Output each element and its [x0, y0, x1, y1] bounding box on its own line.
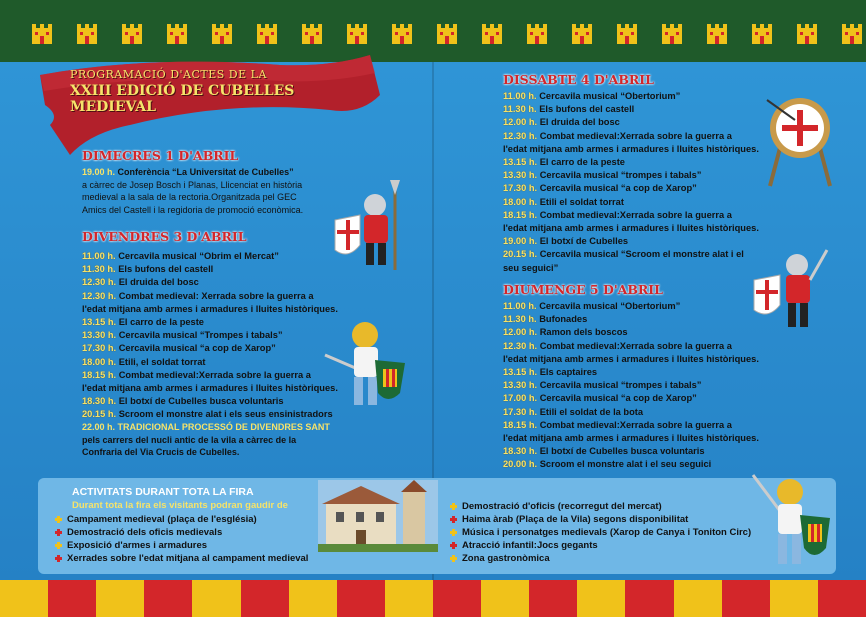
schedule-time: 20.15 h. — [503, 249, 538, 260]
activity-text: Música i personatges medievals (Xarop de Canya i Toniton Circ) — [462, 527, 752, 538]
schedule-event: Cercavila musical “Obrim el Mercat” — [118, 251, 279, 261]
top-band — [0, 0, 866, 62]
stripe — [48, 580, 96, 617]
special-time: 22.00 h. — [82, 422, 116, 432]
schedule-event: El botxí de Cubelles busca voluntaris — [118, 396, 284, 407]
cross-bullet-icon — [450, 516, 457, 523]
schedule-row — [503, 366, 759, 379]
heading-divendres: DIVENDRES 3 D'ABRIL — [82, 229, 247, 244]
schedule-row — [503, 406, 759, 419]
activity-item — [450, 526, 751, 539]
cross-bullet-icon — [450, 555, 457, 562]
schedule-event: Cercavila musical “a cop de Xarop” — [118, 343, 276, 354]
cross-bullet-icon — [55, 516, 62, 523]
schedule-event: Etili, el soldat torrat — [118, 356, 206, 367]
schedule-time: 11.30 h. — [503, 314, 537, 325]
schedule-row — [503, 445, 759, 458]
knight-figure-yellow-icon — [320, 315, 410, 415]
schedule-row — [503, 379, 759, 392]
schedule-event: Cercavila musical “trompes i tabals” — [539, 380, 702, 391]
cross-bullet-icon — [450, 503, 457, 510]
castle-icon — [795, 20, 819, 44]
banner-title — [70, 68, 370, 115]
schedule-event: Combat medieval:Xerrada sobre la guerra a — [539, 419, 732, 430]
schedule-row — [503, 419, 759, 432]
schedule-row — [503, 222, 759, 235]
knight-figure-red-2-icon — [752, 240, 832, 335]
stripe — [577, 580, 625, 617]
activity-text: Zona gastronòmica — [462, 553, 550, 564]
cross-bullet-icon — [55, 555, 62, 562]
schedule-row — [503, 156, 759, 169]
schedule-row — [503, 130, 759, 143]
schedule-row — [82, 250, 338, 263]
schedule-event: l'edat mitjana amb armes i armadures i lluites històriques. — [503, 143, 759, 154]
schedule-time: 13.30 h. — [503, 380, 538, 391]
stripe — [96, 580, 144, 617]
activity-text: Campament medieval (plaça de l'església) — [67, 514, 257, 525]
castle-icon — [435, 20, 459, 44]
castle-icon — [480, 20, 504, 44]
schedule-row — [503, 248, 759, 261]
schedule-event: Combat medieval: Xerrada sobre la guerra a — [118, 290, 314, 301]
divendres-list — [82, 250, 338, 422]
schedule-row — [503, 313, 759, 326]
castle-icon — [840, 20, 864, 44]
schedule-row — [503, 353, 759, 366]
stripe — [770, 580, 818, 617]
schedule-row — [82, 263, 338, 276]
stripe — [433, 580, 481, 617]
activities-title: ACTIVITATS DURANT TOTA LA FIRA — [72, 486, 254, 498]
activities-subtitle: Durant tota la fira els visitants podran gaudir de — [72, 500, 288, 511]
diumenge-list — [503, 300, 759, 472]
schedule-time: 13.15 h. — [503, 367, 538, 378]
schedule-time: 17.30 h. — [82, 343, 117, 354]
schedule-time: 17.30 h. — [503, 183, 538, 194]
schedule-event: l'edat mitjana amb armes i armadures i lluites històriques. — [503, 223, 759, 234]
dimecres-time: 19.00 h. — [82, 167, 116, 177]
schedule-row — [503, 209, 759, 222]
cross-bullet-icon — [450, 529, 457, 536]
schedule-event: Combat medieval:Xerrada sobre la guerra a — [539, 130, 732, 141]
castle-icon — [210, 20, 234, 44]
stripe — [625, 580, 673, 617]
schedule-row — [503, 300, 759, 313]
schedule-event: El druida del bosc — [539, 117, 620, 128]
special-line: pels carrers del nucli antic de la vila a càrrec de la — [82, 434, 297, 445]
schedule-row — [503, 235, 759, 248]
knight-figure-red-icon — [330, 175, 410, 275]
schedule-row — [82, 369, 338, 382]
dimecres-line: Amics del Castell i la regidoria de promoció econòmica. — [82, 204, 304, 215]
castle-icon — [165, 20, 189, 44]
schedule-time: 17.00 h. — [503, 393, 538, 404]
stripe — [529, 580, 577, 617]
castle-row — [30, 20, 864, 44]
schedule-event: Etili el soldat torrat — [539, 196, 624, 207]
schedule-row — [503, 143, 759, 156]
schedule-row — [503, 458, 759, 471]
schedule-time: 11.00 h. — [82, 251, 116, 261]
schedule-row — [82, 316, 338, 329]
schedule-row — [503, 90, 759, 103]
schedule-row — [503, 432, 759, 445]
schedule-row — [503, 340, 759, 353]
schedule-event: El carro de la peste — [118, 317, 204, 328]
dimecres-block — [82, 166, 372, 216]
castle-icon — [30, 20, 54, 44]
schedule-event: Els captaires — [539, 367, 598, 378]
schedule-row — [503, 262, 759, 275]
schedule-event: El botxí de Cubelles — [539, 236, 629, 247]
castle-icon — [75, 20, 99, 44]
bottom-stripes — [0, 580, 866, 617]
schedule-row — [82, 408, 338, 421]
dimecres-line: a càrrec de Josep Bosch i Planas, Llicenciat en història — [82, 179, 303, 190]
stripe — [481, 580, 529, 617]
activity-text: Demostració d'oficis (recorregut del mercat) — [462, 501, 662, 512]
castle-icon — [345, 20, 369, 44]
activity-item — [450, 500, 751, 513]
schedule-time: 18.00 h. — [503, 196, 538, 207]
castle-icon — [300, 20, 324, 44]
schedule-row — [82, 329, 338, 342]
schedule-event: l'edat mitjana amb armes i armadures i lluites històriques. — [82, 303, 338, 314]
castle-icon — [705, 20, 729, 44]
activity-item — [450, 539, 751, 552]
activities-right-list — [450, 500, 751, 565]
schedule-time: 13.15 h. — [503, 157, 538, 168]
cross-bullet-icon — [450, 542, 457, 549]
activity-item — [450, 513, 751, 526]
heading-diumenge: DIUMENGE 5 D'ABRIL — [503, 282, 663, 297]
schedule-event: Bufonades — [539, 314, 588, 325]
schedule-event: Cercavila musical “trompes i tabals” — [539, 170, 702, 181]
schedule-event: Cercavila musical “Trompes i tabals” — [118, 330, 283, 341]
schedule-row — [503, 169, 759, 182]
activity-text: Demostració dels oficis medievals — [67, 527, 223, 538]
schedule-event: Ramon dels boscos — [539, 327, 628, 338]
stripe — [144, 580, 192, 617]
schedule-row — [82, 276, 338, 289]
activities-left-list — [55, 513, 308, 565]
knight-figure-yellow-2-icon — [748, 470, 833, 570]
schedule-time: 12.00 h. — [503, 327, 538, 338]
banner-line-1: PROGRAMACIÓ D'ACTES DE LA — [70, 68, 267, 81]
schedule-event: Combat medieval:Xerrada sobre la guerra a — [539, 340, 732, 351]
schedule-row — [82, 395, 338, 408]
dissabte-list — [503, 90, 759, 275]
activity-item — [55, 539, 308, 552]
stripe — [818, 580, 866, 617]
dimecres-line: medieval a la sala de la rectoria.Organitzada pel GEC — [82, 192, 297, 202]
schedule-row — [82, 382, 338, 395]
stripe — [241, 580, 289, 617]
schedule-time: 13.30 h. — [503, 170, 538, 181]
schedule-event: Cercavila musical “Obertorium” — [539, 91, 681, 101]
stripe — [337, 580, 385, 617]
stripe — [385, 580, 433, 617]
castle-icon — [750, 20, 774, 44]
schedule-event: l'edat mitjana amb armes i armadures i lluites històriques. — [503, 433, 759, 444]
activity-item — [55, 526, 308, 539]
schedule-row — [82, 303, 338, 316]
special-title: TRADICIONAL PROCESSÓ DE DIVENDRES SANT — [117, 422, 330, 432]
schedule-row — [503, 116, 759, 129]
special-line: Confraria del Via Crucis de Cubelles. — [82, 447, 240, 457]
schedule-time: 11.30 h. — [503, 104, 537, 115]
stripe — [0, 580, 48, 617]
stripe — [674, 580, 722, 617]
castle-icon — [570, 20, 594, 44]
schedule-event: Scroom el monstre alat i el seu seguici — [539, 459, 712, 470]
schedule-time: 13.30 h. — [82, 330, 117, 341]
schedule-event: El botxí de Cubelles busca voluntaris — [539, 446, 705, 457]
stripe — [722, 580, 770, 617]
schedule-row — [82, 356, 338, 369]
schedule-time: 12.30 h. — [503, 340, 538, 351]
schedule-time: 11.00 h. — [503, 91, 537, 101]
cross-bullet-icon — [55, 529, 62, 536]
schedule-event: Scroom el monstre alat i els seus ensinistradors — [118, 409, 333, 420]
schedule-row — [503, 196, 759, 209]
activity-item — [450, 552, 751, 565]
schedule-event: Cercavila musical “Scroom el monstre alat i el — [539, 249, 744, 260]
castle-icon — [615, 20, 639, 44]
schedule-row — [82, 342, 338, 355]
dimecres-title: Conferència “La Universitat de Cubelles” — [117, 167, 294, 177]
schedule-event: seu seguici” — [503, 262, 559, 273]
schedule-time: 19.00 h. — [503, 236, 538, 247]
schedule-time: 20.00 h. — [503, 459, 538, 470]
activity-text: Exposició d'armes i armadures — [67, 540, 208, 551]
activity-item — [55, 513, 308, 526]
stripe — [192, 580, 240, 617]
schedule-event: El druida del bosc — [118, 277, 199, 288]
schedule-time: 13.15 h. — [82, 317, 117, 328]
schedule-event: Combat medieval:Xerrada sobre la guerra a — [118, 369, 311, 380]
schedule-time: 18.15 h. — [82, 369, 117, 380]
schedule-time: 18.30 h. — [82, 396, 117, 407]
castle-icon — [390, 20, 414, 44]
banner-line-2: XXIII EDICIÓ DE CUBELLES MEDIEVAL — [70, 83, 295, 115]
schedule-time: 18.15 h. — [503, 419, 538, 430]
schedule-event: Cercavila musical “a cop de Xarop” — [539, 393, 697, 404]
divendres-special — [82, 421, 402, 459]
schedule-time: 18.15 h. — [503, 209, 538, 220]
schedule-event: Cercavila musical “Obertorium” — [539, 301, 681, 311]
schedule-event: El carro de la peste — [539, 157, 625, 168]
schedule-event: Els bufons del castell — [539, 104, 635, 115]
activity-text: Haima àrab (Plaça de la Vila) segons disponibilitat — [462, 514, 689, 525]
activity-text: Atracció infantil:Jocs gegants — [462, 540, 598, 551]
heading-dimecres: DIMECRES 1 D'ABRIL — [82, 148, 239, 163]
schedule-time: 11.00 h. — [503, 301, 537, 311]
schedule-time: 12.00 h. — [503, 117, 538, 128]
activity-item — [55, 552, 308, 565]
schedule-time: 12.30 h. — [82, 290, 117, 301]
castle-icon — [660, 20, 684, 44]
schedule-row — [503, 392, 759, 405]
schedule-event: Combat medieval:Xerrada sobre la guerra a — [539, 209, 732, 220]
schedule-event: Etili el soldat de la bota — [539, 406, 644, 417]
schedule-time: 12.30 h. — [503, 130, 538, 141]
castle-icon — [525, 20, 549, 44]
archery-target-icon — [765, 88, 835, 188]
schedule-time: 11.30 h. — [82, 264, 116, 275]
schedule-event: Cercavila musical “a cop de Xarop” — [539, 183, 697, 194]
heading-dissabte: DISSABTE 4 D'ABRIL — [503, 72, 654, 87]
schedule-time: 18.00 h. — [82, 356, 117, 367]
schedule-time: 18.30 h. — [503, 446, 538, 457]
schedule-row — [503, 103, 759, 116]
schedule-row — [503, 182, 759, 195]
schedule-row — [82, 290, 338, 303]
stripe — [289, 580, 337, 617]
house-image — [318, 480, 438, 552]
activity-text: Xerrades sobre l'edat mitjana al campament medieval — [67, 553, 309, 564]
castle-icon — [255, 20, 279, 44]
schedule-time: 12.30 h. — [82, 277, 117, 288]
cross-bullet-icon — [55, 542, 62, 549]
schedule-event: l'edat mitjana amb armes i armadures i lluites històriques. — [82, 383, 338, 394]
schedule-event: l'edat mitjana amb armes i armadures i lluites històriques. — [503, 353, 759, 364]
schedule-time: 20.15 h. — [82, 409, 117, 420]
schedule-row — [503, 326, 759, 339]
schedule-time: 17.30 h. — [503, 406, 538, 417]
castle-icon — [120, 20, 144, 44]
schedule-event: Els bufons del castell — [118, 264, 214, 275]
